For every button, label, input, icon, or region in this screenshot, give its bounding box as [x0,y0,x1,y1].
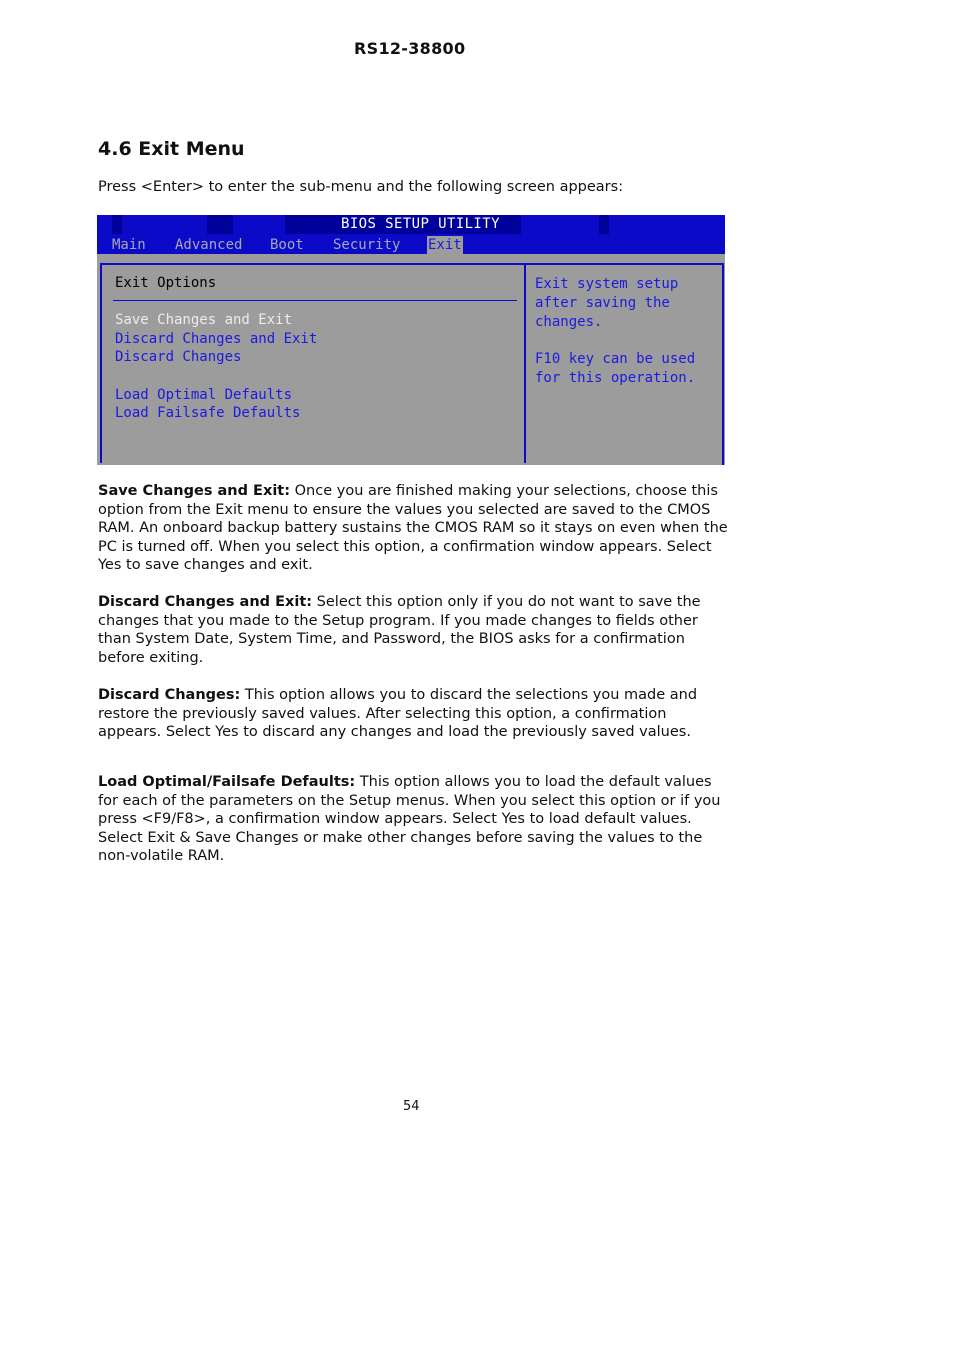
paragraph-load-defaults [98,773,728,866]
document-header: RS12-38800 [354,39,466,58]
title-bar-segment [599,215,609,234]
option-load-optimal-defaults[interactable]: Load Optimal Defaults [115,387,293,403]
help-line: after saving the [535,295,670,311]
help-line: Exit system setup [535,276,679,292]
term: Discard Changes: [98,687,241,703]
intro-text: Press <Enter> to enter the sub-menu and the following screen appears: [98,179,624,195]
description: This option allows you to load the default values for each of the parameters on the Setup menus. When you select this option or if you press <F9/F8>, a confirmation window appears. Select Yes to load default values. Select Exit & Save Changes or make other changes before saving the values to the non-volatile RAM. [98,774,721,865]
term: Load Optimal/Failsafe Defaults: [98,774,356,790]
bios-screenshot [97,215,725,465]
description: This option allows you to discard the selections you made and restore the previously saved values. After selecting this option, a confirmation appears. Select Yes to discard any changes and load the previously saved values. [98,687,698,741]
page-number: 54 [403,1099,420,1114]
menu-exit[interactable]: Exit [428,237,462,253]
divider [113,300,517,301]
option-discard-changes[interactable]: Discard Changes [115,349,242,365]
bios-menu-bar [97,236,725,254]
exit-options-heading: Exit Options [115,275,217,291]
option-load-failsafe-defaults[interactable]: Load Failsafe Defaults [115,405,301,421]
paragraph-save-changes-and-exit [98,482,728,575]
help-line: F10 key can be used [535,351,696,367]
menu-boot[interactable]: Boot [270,237,304,253]
description: Once you are finished making your selections, choose this option from the Exit menu to ensure the values you selected are saved to the CMOS RAM. An onboard backup battery sustains the CMOS RAM so it stays on even when the PC is turned off. When you select this option, a confirmation window appears. Select Yes to save changes and exit. [98,483,728,574]
title-bar-segment [112,215,122,234]
section-title: 4.6 Exit Menu [98,138,245,160]
menu-advanced[interactable]: Advanced [175,237,243,253]
term: Discard Changes and Exit: [98,594,313,610]
term: Save Changes and Exit: [98,483,291,499]
description: Select this option only if you do not want to save the changes that you made to the Setup program. If you made changes to fields other than System Date, System Time, and Password, the BIOS asks for a confirmation before exiting. [98,594,701,666]
bios-title-bar [97,215,725,236]
help-line: changes. [535,314,603,330]
help-panel [526,263,724,465]
paragraph-discard-changes-and-exit [98,593,728,667]
paragraph-discard-changes [98,686,728,742]
bios-title: BIOS SETUP UTILITY [341,216,500,232]
help-line: for this operation. [535,370,696,386]
title-bar-segment [207,215,233,234]
option-discard-changes-and-exit[interactable]: Discard Changes and Exit [115,331,318,347]
option-save-changes-and-exit[interactable]: Save Changes and Exit [115,312,293,328]
exit-options-panel [100,263,526,463]
menu-main[interactable]: Main [112,237,146,253]
menu-security[interactable]: Security [333,237,401,253]
